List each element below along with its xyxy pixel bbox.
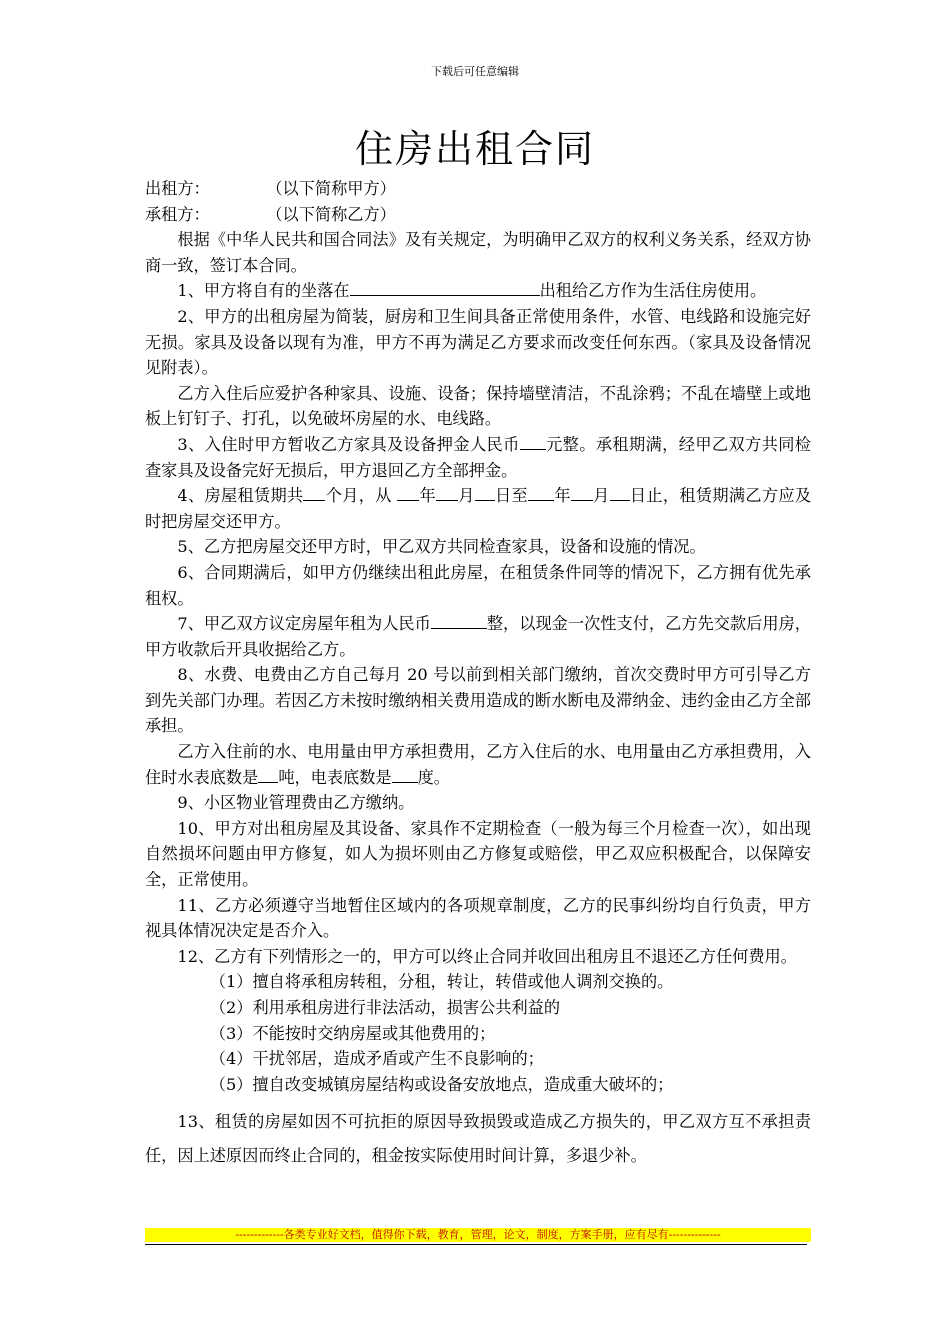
clause-3-text-b: 元整。承租期满，经甲乙双方共同检查家具及设备完好无损后，甲方退回乙方全部押金。	[145, 434, 811, 480]
header-note: 下载后可任意编辑	[431, 65, 519, 78]
clause-4-text-b: 个月，从	[325, 486, 398, 506]
end-year-blank[interactable]	[528, 484, 554, 501]
electric-meter-blank[interactable]	[392, 765, 418, 782]
clause-12-item: （5）擅自改变城镇房屋结构或设备安放地点，造成重大破坏的；	[209, 1074, 674, 1094]
end-month-blank[interactable]	[571, 484, 593, 501]
clause-3-text-a: 3、入住时甲方暂收乙方家具及设备押金人民币	[177, 434, 520, 454]
clause-8-note	[145, 739, 811, 790]
start-year-blank[interactable]	[397, 484, 419, 501]
clause-4-text-end: 日止，租赁期满乙方应及时把房屋交还甲方。	[145, 486, 812, 531]
clause-8-note-text-b: 吨，电表底数是	[278, 767, 392, 787]
footer-banner: -------------各类专业好文档，值得你下载，教育，管理，论文，制度，方案手册，应有尽有--------------	[145, 1228, 811, 1242]
lessee-line: 承租方： （以下简称乙方）	[145, 204, 396, 224]
clause-8-note-text-a: 乙方入住前的水、电用量由甲方承担费用，乙方入住后的水、电用量由乙方承担费用，入住时水表底数是	[145, 742, 811, 787]
intro-paragraph: 根据《中华人民共和国合同法》及有关规定，为明确甲乙双方的权利义务关系，经双方协商一致，签订本合同。	[145, 230, 811, 275]
clause-12: 12、乙方有下列情形之一的，甲方可以终止合同并收回出租房且不退还乙方任何费用。	[177, 946, 797, 966]
clause-2: 2、甲方的出租房屋为简装，厨房和卫生间具备正常使用条件，水管、电线路和设施完好无损。家具及设备以现有为准，甲方不再为满足乙方要求而改变任何东西。（家具及设备情况见附表）。	[145, 306, 811, 378]
address-blank[interactable]	[350, 279, 540, 296]
clause-12-item: （4）干扰邻居，造成矛盾或产生不良影响的；	[209, 1049, 544, 1069]
footer-divider	[145, 1244, 807, 1245]
clause-2-note: 乙方入住后应爱护各种家具、设施、设备；保持墙壁清洁，不乱涂鸦；不乱在墙壁上或地板上钉钉子、打孔，以免破坏房屋的水、电线路。	[145, 383, 811, 429]
clause-4-text-a: 4、房屋租赁期共	[177, 486, 304, 506]
clause-7	[145, 611, 811, 662]
clause-12-item: （3）不能按时交纳房屋或其他费用的；	[209, 1023, 496, 1043]
water-meter-blank[interactable]	[258, 765, 278, 782]
clause-11: 11、乙方必须遵守当地暂住区域内的各项规章制度，乙方的民事纠纷均自行负责，甲方视具体情况决定是否介入。	[145, 895, 811, 941]
end-day-blank[interactable]	[610, 484, 630, 501]
clause-8-note-text-c: 度。	[417, 767, 450, 787]
clause-7-text-a: 7、甲乙双方议定房屋年租为人民币	[177, 614, 431, 634]
document-title: 住房出租合同	[354, 127, 595, 171]
start-day-blank[interactable]	[475, 484, 495, 501]
day-to-label: 日至	[494, 486, 529, 506]
clause-6: 6、合同期满后，如甲方仍继续出租此房屋，在租赁条件同等的情况下，乙方拥有优先承租权。	[145, 562, 811, 608]
clause-12-item: （1）擅自将承租房转租，分租，转让，转借或他人调剂交换的。	[209, 972, 674, 992]
clause-10: 10、甲方对出租房屋及其设备、家具作不定期检查（一般为每三个月检查一次），如出现自然损坏问题由甲方修复，如人为损坏则由乙方修复或赔偿，甲乙双应积极配合，以保障安全，正常使用。	[145, 818, 811, 890]
clause-1	[145, 278, 811, 304]
year-label-2: 年	[554, 486, 571, 506]
term-months-blank[interactable]	[303, 484, 325, 501]
clause-9: 9、小区物业管理费由乙方缴纳。	[177, 793, 415, 813]
month-label: 月	[457, 486, 475, 506]
lessor-line: 出租方： （以下简称甲方）	[145, 179, 396, 198]
clause-3	[145, 432, 811, 483]
deposit-blank[interactable]	[520, 433, 546, 450]
contract-body	[145, 176, 811, 1173]
clause-1-text-b: 出租给乙方作为生活住房使用。	[539, 281, 767, 301]
clause-1-text-a: 1、甲方将自有的坐落在	[177, 281, 350, 301]
clause-12-item: （2）利用承租房进行非法活动，损害公共利益的	[209, 998, 561, 1017]
start-month-blank[interactable]	[436, 484, 458, 501]
clause-8: 8、水费、电费由乙方自己每月 20 号以前到相关部门缴纳，首次交费时甲方可引导乙方到先关部门办理。若因乙方未按时缴纳相关费用造成的断水断电及滞纳金、违约金由乙方全部承担。	[145, 665, 811, 736]
year-label: 年	[419, 486, 436, 506]
month-label-2: 月	[592, 486, 610, 506]
clause-4	[145, 483, 811, 534]
clause-5: 5、乙方把房屋交还甲方时，甲乙双方共同检查家具，设备和设施的情况。	[177, 537, 706, 557]
clause-13: 13、租赁的房屋如因不可抗拒的原因导致损毁或造成乙方损失的，甲乙双方互不承担责任，因上述原因而终止合同的，租金按实际使用时间计算，多退少补。	[145, 1112, 811, 1166]
clause-7-text-b: 整，以现金一次性支付，乙方先交款后用房，甲方收款后开具收据给乙方。	[145, 614, 811, 659]
annual-rent-blank[interactable]	[431, 612, 487, 629]
